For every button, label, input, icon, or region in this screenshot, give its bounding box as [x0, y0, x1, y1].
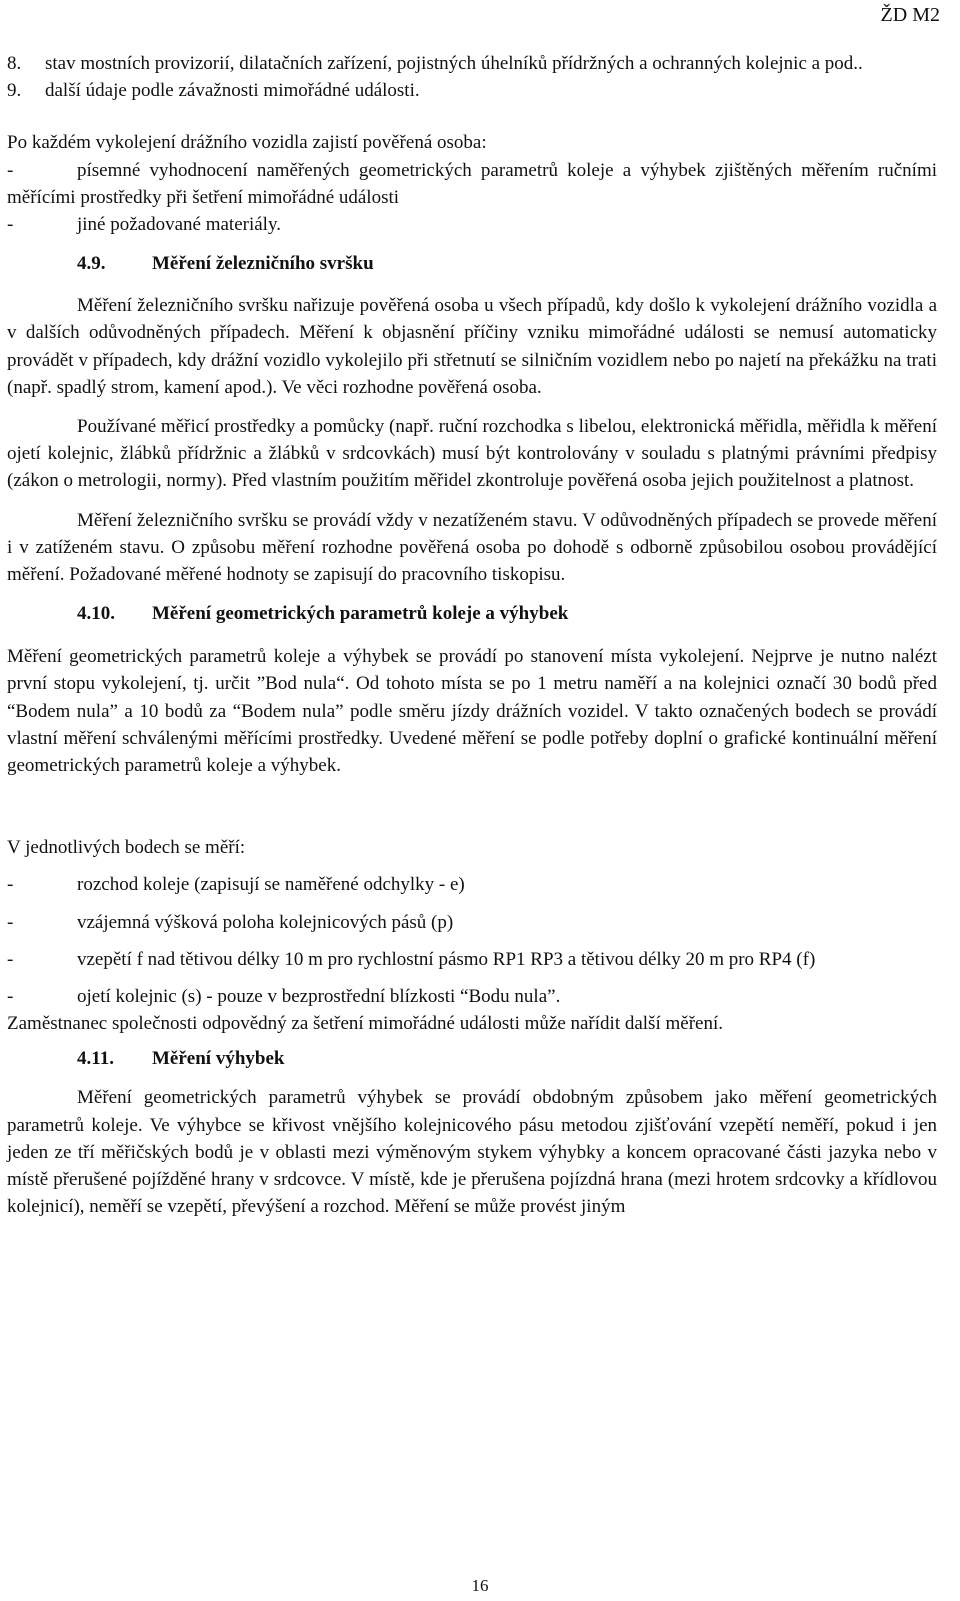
bullet: -: [7, 159, 14, 181]
derailment-item-text: jiné požadované materiály.: [77, 214, 281, 236]
derailment-item: [7, 157, 937, 211]
section-number: 4.9.: [77, 253, 106, 275]
paragraph: Používané měřicí prostředky a pomůcky (např. ruční rozchodka s libelou, elektronická měřidla, měřidla k měření ojetí kolejnic, žlábků přídržnic a žlábků v srdcovkách) musí být kontrolovány v souladu s platnými právními předpisy (zákon o metrologii, normy). Před vlastním použitím měřidel zkontroluje pověřená osoba jejich použitelnost a platnost.: [7, 416, 937, 492]
section-title: Měření výhybek: [152, 1048, 285, 1070]
closing-note: Zaměstnanec společnosti odpovědný za šetření mimořádné události může nařídit další měření.: [7, 1013, 723, 1035]
list-number: 8.: [7, 53, 22, 74]
list-item: [7, 77, 937, 104]
list-text: vzepětí f nad tětivou délky 10 m pro rychlostní pásmo RP1 RP3 a tětivou délky 20 m pro RP4 (f): [77, 948, 816, 970]
list-text: vzájemná výšková poloha kolejnicových pásů (p): [77, 911, 454, 933]
list-text: rozchod koleje (zapisují se naměřené odchylky - e): [77, 874, 465, 896]
document-code: ŽD M2: [880, 4, 940, 26]
list-item: [7, 50, 937, 77]
section-heading: [7, 1045, 937, 1072]
document-body: [7, 50, 937, 1221]
paragraph: Měření geometrických parametrů výhybek se provádí obdobným způsobem jako měření geometrických parametrů koleje. Ve výhybce se křivost vnějšího kolejnicového pásu metodou zjišťování vzepětí neměří, pokud i jen jeden ze tří měřičských bodů je v oblasti mezi výměnovým stykem výhybky a koncem opracované části jazyka nebo v místě přerušené pojížděné hrany v srdcovce. V místě, kde je přerušena pojízdná hrana (mezi hrotem srdcovky a křídlovou kolejnicí), neměří se vzepětí, převýšení a rozchod. Měření se může provést jiným: [7, 1087, 937, 1218]
list-item: [7, 946, 937, 973]
list-text: ojetí kolejnic (s) - pouze v bezprostřední blízkosti “Bodu nula”.: [77, 986, 561, 1008]
paragraph: Měření geometrických parametrů koleje a výhybek se provádí po stanovení místa vykolejení. Nejprve je nutno nalézt první stopu vykolejení, tj. určit ”Bod nula“. Od tohoto místa se po 1 metru naměří a na kolejnici označí 30 bodů před “Bodem nula” a 10 bodů za “Bodem nula” podle směru jízdy drážních vozidel. V takto označených bodech se provádí vlastní měření schválenými měřícími prostředky. Uvedené měření se podle potřeby doplní o grafické kontinuální měření geometrických parametrů koleje a výhybek.: [7, 646, 937, 777]
list-item: [7, 871, 937, 898]
derailment-item: [7, 211, 937, 238]
bullet: -: [7, 948, 14, 970]
section-number: 4.10.: [77, 603, 115, 625]
bullet: -: [7, 911, 14, 933]
list-item: [7, 909, 937, 936]
section-number: 4.11.: [77, 1048, 114, 1070]
bullet: -: [7, 986, 14, 1008]
paragraph: Měření železničního svršku se provádí vždy v nezatíženém stavu. V odůvodněných případech se provede měření i v zatíženém stavu. O způsobu měření rozhodne pověřená osoba po dohodě s odborně způsobilou osobou provádějící měření. Požadované měřené hodnoty se zapisují do pracovního tiskopisu.: [7, 509, 937, 586]
section-heading: [7, 600, 937, 627]
paragraph: Měření železničního svršku nařizuje pověřená osoba u všech případů, kdy došlo k vykolejení drážního vozidla a v dalších odůvodněných případech. Měření k objasnění příčiny vzniku mimořádné události se nemusí automaticky provádět v případech, kdy drážní vozidlo vykolejilo při střetnutí se silničním vozidlem nebo po najetí na překážku na trati (např. spadlý strom, kamení apod.). Ve věci rozhodne pověřená osoba.: [7, 295, 937, 398]
bullet: -: [7, 214, 14, 236]
bullet: -: [7, 874, 14, 896]
section-heading: [7, 250, 937, 277]
page-number: 16: [471, 1576, 489, 1595]
points-intro: V jednotlivých bodech se měří:: [7, 837, 246, 859]
section-title: Měření geometrických parametrů koleje a výhybek: [152, 603, 569, 625]
derailment-intro: Po každém vykolejení drážního vozidla zajistí pověřená osoba:: [7, 132, 487, 154]
list-text: další údaje podle závažnosti mimořádné události.: [45, 80, 420, 102]
section-title: Měření železničního svršku: [152, 253, 374, 275]
derailment-item-text: písemné vyhodnocení naměřených geometrických parametrů koleje a výhybek zjištěných měřením ručními měřícími prostředky při šetření mimořádné události: [7, 159, 937, 208]
list-text: stav mostních provizorií, dilatačních zařízení, pojistných úhelníků přídržných a ochranných kolejnic a pod..: [45, 53, 863, 74]
list-number: 9.: [7, 80, 22, 102]
list-item: [7, 983, 937, 1010]
